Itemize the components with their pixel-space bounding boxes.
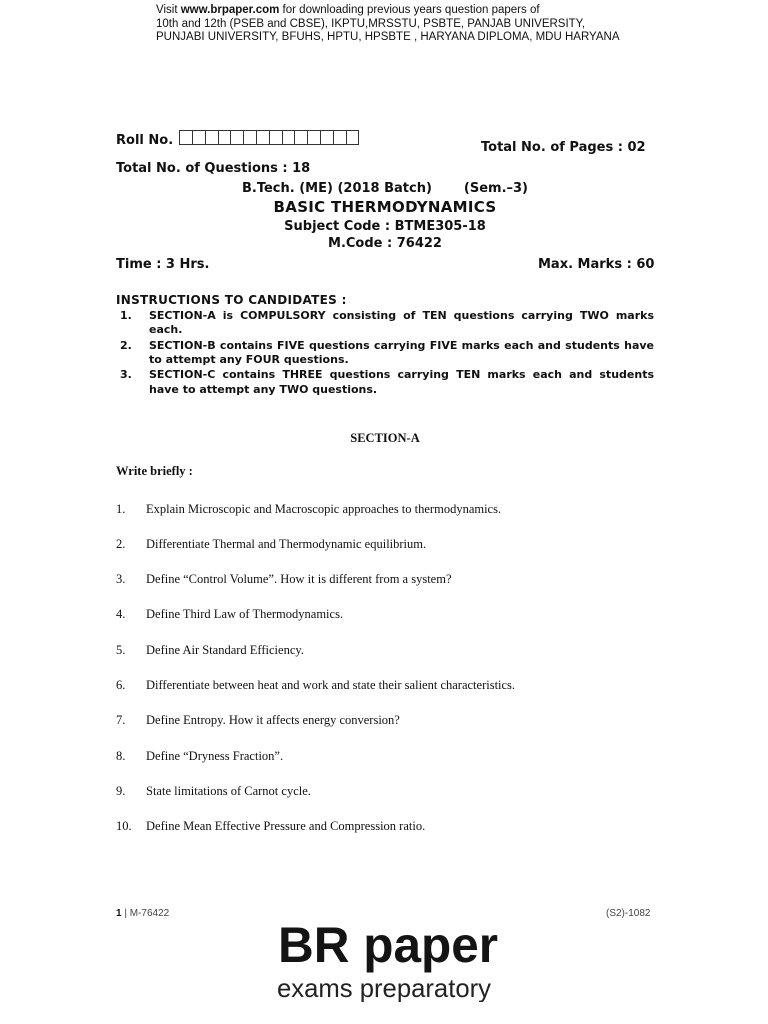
page-footer-left: 1 | M-76422 (116, 908, 170, 919)
section-a-title: SECTION-A (350, 431, 420, 445)
question-item: 2. Differentiate Thermal and Thermodynamic equilibrium. (116, 537, 427, 551)
banner-line-2: 10th and 12th (PSEB and CBSE), IKPTU,MRSSTU, PSBTE, PANJAB UNIVERSITY, (156, 17, 586, 30)
instructions-heading: INSTRUCTIONS TO CANDIDATES : (116, 293, 347, 307)
roll-digit-box (321, 130, 334, 145)
brpaper-logo (270, 922, 510, 1002)
logo-brand: BR paper (278, 922, 498, 973)
question-item: 5. Define Air Standard Efficiency. (116, 643, 304, 657)
question-item: 1. Explain Microscopic and Macroscopic approaches to thermodynamics. (116, 502, 502, 516)
page-footer-right: (S2)-1082 (606, 908, 651, 919)
write-briefly-label: Write briefly : (116, 464, 193, 478)
instruction-item: 1. SECTION-A is COMPULSORY consisting of TEN questions carrying TWO marks each. (120, 309, 654, 337)
page-number: 1 (116, 908, 122, 919)
banner-line-1: Visit www.brpaper.com for downloading previous years question papers of (156, 4, 540, 16)
roll-digit-box (257, 130, 270, 145)
roll-digit-box (180, 130, 193, 145)
course-name: B.Tech. (ME) (2018 Batch) (242, 181, 432, 196)
question-item: 4. Define Third Law of Thermodynamics. (116, 607, 344, 621)
roll-digit-box (219, 130, 232, 145)
max-marks: Max. Marks : 60 (538, 257, 655, 272)
question-item: 8. Define “Dryness Fraction”. (116, 749, 284, 763)
question-item: 6. Differentiate between heat and work and state their salient characteristics. (116, 678, 516, 692)
question-item: 3. Define “Control Volume”. How it is different from a system? (116, 572, 452, 586)
website-banner (156, 4, 676, 45)
logo-tagline: exams preparatory (277, 973, 491, 1002)
roll-number-label: Roll No. (116, 133, 174, 148)
total-pages: Total No. of Pages : 02 (481, 140, 646, 155)
exam-time: Time : 3 Hrs. (116, 257, 210, 272)
course-line (116, 181, 654, 196)
m-code: M.Code : 76422 (328, 236, 442, 251)
instruction-item: 3. SECTION-C contains THREE questions carrying TEN marks each and students have to attempt any TWO questions. (120, 368, 654, 396)
instructions-list (120, 309, 654, 398)
banner-line-3: PUNJABI UNIVERSITY, BFUHS, HPTU, HPSBTE , HARYANA DIPLOMA, MDU HARYANA (156, 31, 620, 43)
website-link[interactable]: www.brpaper.com (180, 4, 280, 16)
roll-digit-box (347, 130, 360, 145)
semester: (Sem.–3) (463, 181, 528, 196)
roll-digit-box (193, 130, 206, 145)
roll-number-boxes (179, 130, 359, 145)
question-item: 7. Define Entropy. How it affects energy conversion? (116, 713, 400, 727)
roll-digit-box (295, 130, 308, 145)
roll-digit-box (206, 130, 219, 145)
roll-digit-box (270, 130, 283, 145)
subject-code: Subject Code : BTME305-18 (284, 219, 486, 234)
roll-digit-box (244, 130, 257, 145)
subject-title: BASIC THERMODYNAMICS (273, 198, 497, 216)
roll-digit-box (334, 130, 347, 145)
instruction-item: 2. SECTION-B contains FIVE questions carrying FIVE marks each and students have to attempt any FOUR questions. (120, 338, 654, 366)
question-item: 10. Define Mean Effective Pressure and Compression ratio. (116, 819, 426, 833)
question-item: 9. State limitations of Carnot cycle. (116, 784, 311, 798)
roll-digit-box (308, 130, 321, 145)
roll-digit-box (231, 130, 244, 145)
total-questions: Total No. of Questions : 18 (116, 161, 311, 176)
paper-code: M-76422 (129, 908, 170, 919)
roll-digit-box (283, 130, 296, 145)
